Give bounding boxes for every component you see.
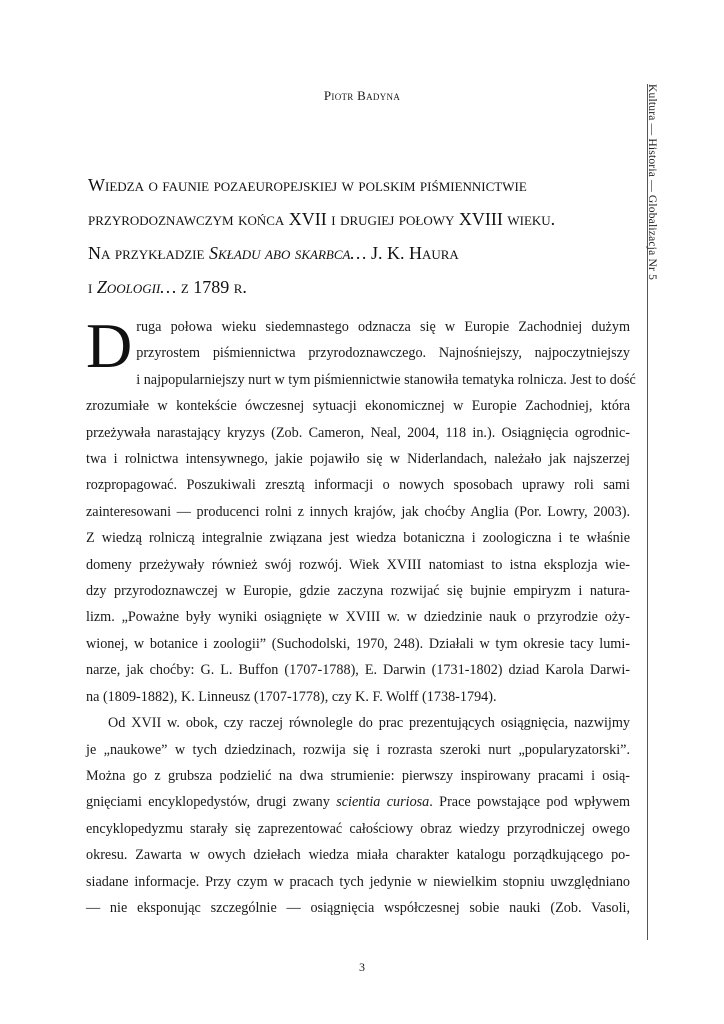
p2-line: okresu. Zawarta w owych dziełach wiedza miała charakter katalogu porządkującego po- (86, 847, 630, 864)
title-line-4-start: i (88, 277, 97, 297)
p1-line: przyrostem piśmiennictwa przyrodoznawczego. Najnośniejszy, najpoczytniejszy (136, 345, 630, 362)
scientia-curiosa-term: scientia curiosa (336, 794, 430, 811)
p1-line: Z wiedzą rolniczą integralnie związana jest wiedza botaniczna i zoologiczna i te właśnie (86, 530, 630, 547)
title-line-3-italic: Składu abo skarbca… (208, 243, 367, 263)
p1-line: narze, jak choćby: G. L. Buffon (1707-1788), E. Darwin (1731-1802) dziad Karola Darwi- (86, 662, 630, 679)
title-line-3-start: Na przykładzie (88, 243, 209, 263)
author-name: Piotr Badyna (323, 88, 401, 103)
p2-line (86, 789, 630, 815)
p2-line: Od XVII w. obok, czy raczej równolegle do prac prezentujących osiągnięcia, nazwijmy (108, 715, 630, 732)
p1-line: twa i rolnictwa intensywnego, jakie pojawiło się w Niderlandach, należało jak najszerzej (86, 451, 630, 468)
paragraph-2 (86, 710, 630, 921)
p1-line: rozpropagować. Poszukiwali zresztą informacji o nowych sposobach uprawy roli sami (86, 477, 630, 494)
p1-line: wionej, w botanice i zoologii” (Suchodolski, 1970, 248). Działali w tym okresie tacy lumi- (86, 635, 630, 652)
title-line-4-italic: Zoologii… (96, 277, 177, 297)
drop-cap: D (86, 310, 133, 381)
article-body (86, 310, 636, 921)
p1-line: na (1809-1882), K. Linneusz (1707-1778), czy K. F. Wolff (1738-1794). (86, 688, 497, 705)
running-head: Kultura — Historia — Globalizacja Nr 5 (646, 84, 658, 281)
article-title (88, 168, 628, 304)
p2-line: — nie eksponując szczególnie — osiągnięcia współczesnej sobie nauki (Zob. Vasoli, (86, 899, 630, 916)
p1-line: domeny przeżywały również swój rozwój. Wiek XVIII natomiast to istna eksplozja wie- (86, 556, 630, 573)
p2-line: Można go z grubsza podzielić na dwa strumienie: pierwszy inspirowany pracami i osią- (86, 767, 630, 784)
p1-line: zrozumiałe w kontekście ówczesnej sytuacji ekonomicznej w Europie Zachodniej, która (86, 398, 630, 415)
p1-line: ruga połowa wieku siedemnastego odznacza się w Europie Zachodniej dużym (136, 319, 630, 335)
p1-line: dzy przyrodoznawczej w Europie, gdzie zaczyna rozwijać się bujnie empiryzm i natura- (86, 583, 630, 600)
page-number: 3 (359, 960, 365, 974)
p1-line: lizm. „Poważne były wyniki osiągnięte w XVIII w. w dziedzinie nauk o przyrodzie oży- (86, 609, 630, 626)
title-line-4 (88, 270, 628, 304)
title-line-4-end: z 1789 r. (176, 277, 247, 297)
paragraph-1 (86, 310, 636, 710)
p2-line-4-end: . Prace powstające pod wpływem (429, 794, 630, 811)
p1-line: i najpopularniejszy nurt w tym piśmiennictwie stanowiła tematyka rolnicza. Jest to dość (136, 371, 636, 388)
p1-line: zainteresowani — producenci rolni z innych krajów, jak choćby Anglia (Por. Lowry, 2003). (86, 503, 630, 520)
title-line-3-end: J. K. Haura (366, 243, 459, 263)
p2-line: siadane informacje. Przy czym w pracach tych jedynie w niewielkim stopniu uwzględniano (86, 873, 630, 890)
title-line-2: przyrodoznawczym końca XVII i drugiej połowy XVIII wieku. (88, 209, 556, 229)
title-line-1: Wiedza o faunie pozaeuropejskiej w polskim piśmiennictwie (88, 175, 527, 195)
p2-line-4-start: gnięciami encyklopedystów, drugi zwany (86, 794, 337, 811)
title-line-3 (88, 236, 628, 270)
p1-line: przeżywała narastający kryzys (Zob. Cameron, Neal, 2004, 118 in.). Osiągnięcia ogrodnic- (86, 424, 630, 441)
p2-line: je „naukowe” w tych dziedzinach, rozwija się i rozrasta szeroki nurt „popularyzatorski”. (86, 741, 630, 758)
p2-line: encyklopedyzmu starały się zaprezentować całościowy obraz wiedzy przyrodniczej owego (86, 820, 630, 837)
